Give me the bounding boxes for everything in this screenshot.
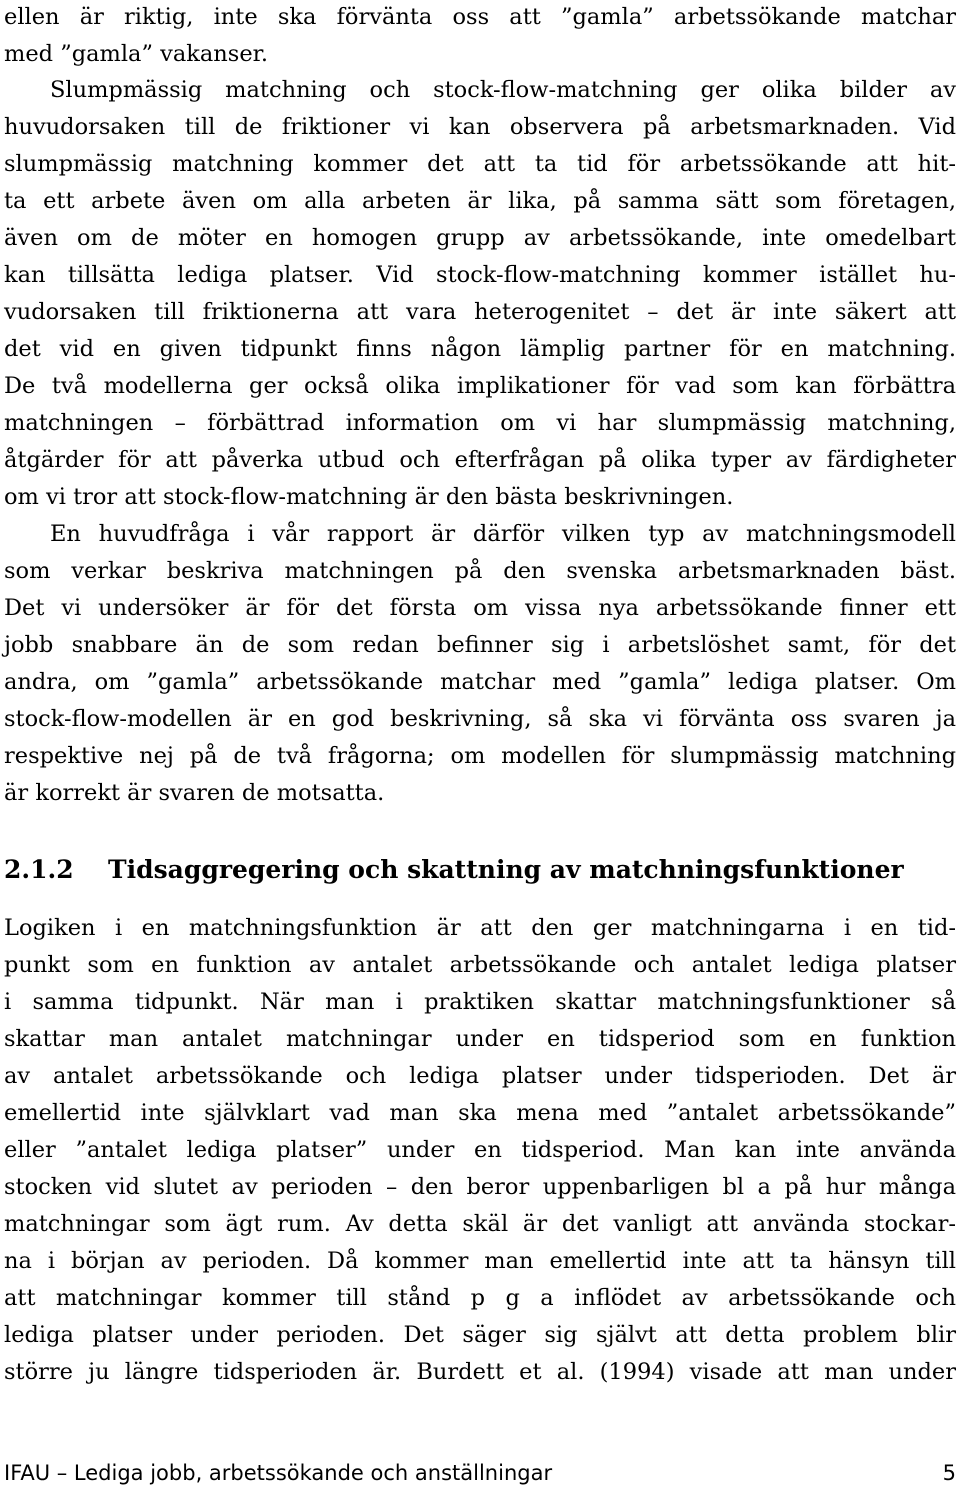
text-line: slumpmässig matchning kommer det att ta tid för arbetssökande att hit- <box>4 151 956 177</box>
text-line: Det vi undersöker är för det första om vissa nya arbetssökande finner ett <box>4 595 956 621</box>
text-line: punkt som en funktion av antalet arbetssökande och antalet lediga platser <box>4 952 956 978</box>
text-line: lediga platser under perioden. Det säger sig självt att detta problem blir <box>4 1322 956 1348</box>
text-line: är korrekt är svaren de motsatta. <box>4 780 385 806</box>
text-line: stock-flow-modellen är en god beskrivning, så ska vi förvänta oss svaren ja <box>4 706 956 732</box>
text-line: stocken vid slutet av perioden – den beror uppenbarligen bl a på hur många <box>4 1174 956 1200</box>
text-line: emellertid inte självklart vad man ska mena med ”antalet arbetssökande” <box>4 1100 956 1126</box>
text-line: skattar man antalet matchningar under en tidsperiod som en funktion <box>4 1026 956 1052</box>
page-number: 5 <box>942 1461 956 1485</box>
section-title: Tidsaggregering och skattning av matchningsfunktioner <box>108 855 904 884</box>
text-line: jobb snabbare än de som redan befinner sig i arbetslöshet samt, för det <box>4 632 956 658</box>
text-line: andra, om ”gamla” arbetssökande matchar med ”gamla” lediga platser. Om <box>4 669 956 695</box>
text-line: ellen är riktig, inte ska förvänta oss att ”gamla” arbetssökande matchar <box>4 4 956 30</box>
text-line: även om de möter en homogen grupp av arbetssökande, inte omedelbart <box>4 225 956 251</box>
text-line: respektive nej på de två frågorna; om modellen för slumpmässig matchning <box>4 743 956 769</box>
text-line: som verkar beskriva matchningen på den svenska arbetsmarknaden bäst. <box>4 558 956 584</box>
text-line: matchningar som ägt rum. Av detta skäl är det vanligt att använda stockar- <box>4 1211 956 1237</box>
text-line: En huvudfråga i vår rapport är därför vilken typ av matchningsmodell <box>50 521 956 547</box>
text-line: ta ett arbete även om alla arbeten är lika, på samma sätt som företagen, <box>4 188 956 214</box>
text-line: huvudorsaken till de friktioner vi kan observera på arbetsmarknaden. Vid <box>4 114 956 140</box>
text-line: åtgärder för att påverka utbud och efterfrågan på olika typer av färdigheter <box>4 447 956 473</box>
page-footer <box>4 1456 956 1490</box>
text-line: det vid en given tidpunkt finns någon lämplig partner för en matchning. <box>4 336 956 362</box>
text-line: De två modellerna ger också olika implikationer för vad som kan förbättra <box>4 373 956 399</box>
text-line: i samma tidpunkt. När man i praktiken skattar matchningsfunktioner så <box>4 989 956 1015</box>
running-title: IFAU – Lediga jobb, arbetssökande och anställningar <box>4 1461 553 1485</box>
text-line: na i början av perioden. Då kommer man emellertid inte att ta hänsyn till <box>4 1248 956 1274</box>
text-line: Logiken i en matchningsfunktion är att den ger matchningarna i en tid- <box>4 915 956 941</box>
text-line: att matchningar kommer till stånd p g a inflödet av arbetssökande och <box>4 1285 956 1311</box>
section-number: 2.1.2 <box>4 855 74 884</box>
text-line: matchningen – förbättrad information om vi har slumpmässig matchning, <box>4 410 956 436</box>
section-heading <box>4 852 956 888</box>
text-line: större ju längre tidsperioden är. Burdett et al. (1994) visade att man under <box>4 1359 956 1385</box>
text-line: eller ”antalet lediga platser” under en tidsperiod. Man kan inte använda <box>4 1137 956 1163</box>
text-line: kan tillsätta lediga platser. Vid stock-flow-matchning kommer istället hu- <box>4 262 956 288</box>
text-line: om vi tror att stock-flow-matchning är den bästa beskrivningen. <box>4 484 734 510</box>
text-line: vudorsaken till friktionerna att vara heterogenitet – det är inte säkert att <box>4 299 956 325</box>
text-line: Slumpmässig matchning och stock-flow-matchning ger olika bilder av <box>50 77 956 103</box>
text-line: med ”gamla” vakanser. <box>4 41 269 67</box>
text-line: av antalet arbetssökande och lediga platser under tidsperioden. Det är <box>4 1063 956 1089</box>
